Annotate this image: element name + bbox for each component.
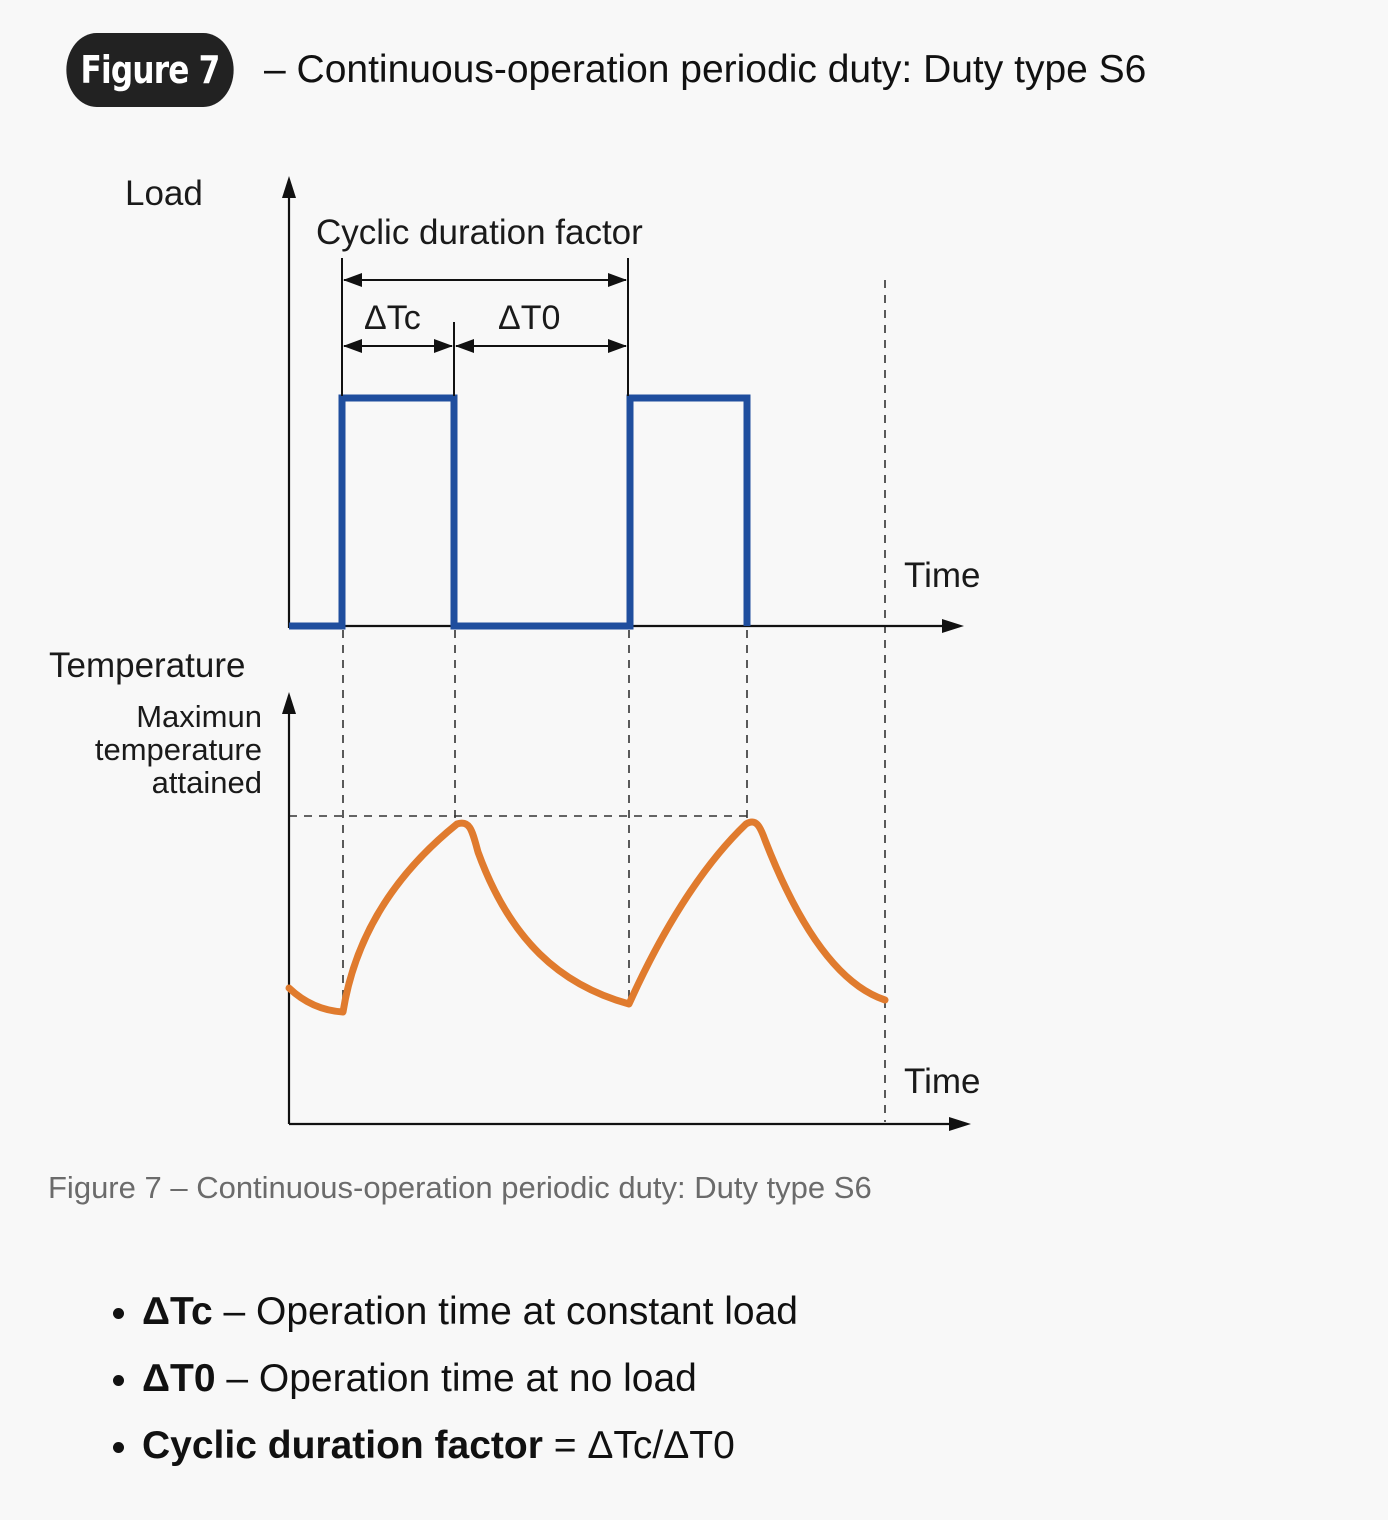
figure-badge: Figure 7 [66, 33, 233, 107]
temperature-axis-label: Temperature [49, 646, 246, 685]
load-x-arrow [942, 619, 964, 633]
definitions-list [104, 1288, 798, 1489]
load-axis-label: Load [125, 174, 203, 213]
time-label-top: Time [904, 556, 981, 595]
temperature-x-arrow [949, 1117, 971, 1131]
delta-tc-label: ΔTc [364, 299, 421, 337]
figure-title: – Continuous-operation periodic duty: Duty type S6 [264, 48, 1147, 91]
max-temp-label-line3: attained [151, 765, 262, 800]
max-temp-label-line1: Maximun [136, 699, 262, 734]
delta-t0-label: ΔT0 [498, 299, 561, 337]
temperature-axes [282, 692, 971, 1131]
cdf-arrow-right [608, 273, 627, 287]
desc-delta-t0: – Operation time at no load [215, 1357, 697, 1400]
term-delta-tc: ΔTc [142, 1290, 213, 1333]
load-y-arrow [282, 176, 296, 198]
t0-arrow-left [455, 339, 474, 353]
time-label-bottom: Time [904, 1062, 981, 1101]
t0-arrow-right [608, 339, 627, 353]
term-delta-t0: ΔT0 [142, 1357, 216, 1400]
dashed-guides [289, 280, 885, 1122]
list-item [142, 1288, 798, 1335]
term-cyclic-duration-factor: Cyclic duration factor [142, 1424, 543, 1467]
desc-delta-tc: – Operation time at constant load [212, 1290, 798, 1333]
temperature-curve [289, 822, 885, 1012]
desc-cyclic-duration-factor: = ΔTc/ΔT0 [542, 1424, 735, 1467]
max-temp-label-line2: temperature [94, 732, 262, 767]
list-item [142, 1355, 798, 1402]
cdf-arrow-left [343, 273, 362, 287]
figure-caption: Figure 7 – Continuous-operation periodic duty: Duty type S6 [48, 1170, 872, 1205]
list-item [142, 1422, 798, 1469]
load-waveform [289, 398, 747, 626]
tc-arrow-left [343, 339, 362, 353]
temperature-y-arrow [282, 692, 296, 714]
cyclic-duration-label: Cyclic duration factor [316, 213, 643, 252]
tc-arrow-right [434, 339, 453, 353]
